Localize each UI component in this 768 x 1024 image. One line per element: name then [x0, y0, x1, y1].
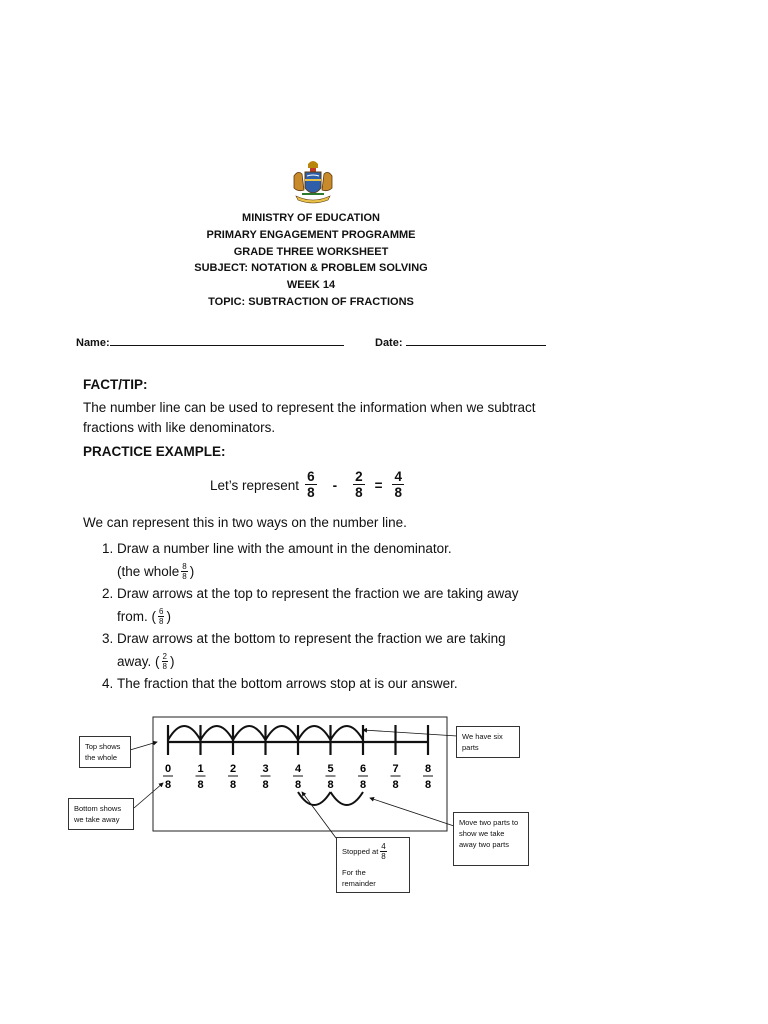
- step-fraction: [162, 652, 168, 671]
- fraction-6-8: [305, 470, 317, 500]
- header-week: WEEK 14: [286, 279, 336, 292]
- top-jump-arc: [201, 726, 234, 740]
- fraction-numerator: 4: [381, 842, 386, 851]
- step-continuation: [117, 651, 565, 674]
- name-label: Name:: [76, 337, 110, 349]
- step-fraction: [181, 562, 187, 581]
- tick-label-numerator: 6: [359, 763, 367, 775]
- tick-label: [391, 763, 401, 791]
- bottom-jump-arc: [331, 792, 364, 805]
- step-continuation-text: away. (: [117, 653, 160, 669]
- fraction-2-8: [353, 470, 365, 500]
- header-programme: PRIMARY ENGAGEMENT PROGRAMME: [206, 228, 416, 241]
- practice-equation: [210, 470, 410, 500]
- fraction-numerator: 2: [162, 652, 167, 662]
- fraction-numerator: 2: [355, 469, 363, 484]
- date-label: Date:: [375, 337, 403, 349]
- step-fraction: [158, 607, 164, 626]
- pointer-bottom-callout: [134, 783, 163, 808]
- fraction-numerator: 4: [394, 469, 402, 484]
- step-text: Draw a number line with the amount in the denominator.: [117, 541, 452, 556]
- callout-top-shows-whole: [79, 736, 131, 768]
- step-continuation-text: from. (: [117, 608, 156, 624]
- step-close-paren: ): [189, 563, 195, 579]
- header-grade: GRADE THREE WORKSHEET: [233, 245, 389, 258]
- step-continuation: [117, 561, 565, 584]
- practice-intro: We can represent this in two ways on the number line.: [83, 515, 407, 530]
- step-text: Draw arrows at the bottom to represent the fraction we are taking: [117, 631, 506, 646]
- top-jump-arc: [168, 726, 201, 740]
- callout-bottom-shows-take-away: [68, 798, 134, 830]
- tick-label-denominator: 8: [359, 779, 367, 791]
- coat-of-arms-logo: [288, 158, 338, 206]
- fraction-denominator: 8: [381, 852, 386, 861]
- name-row: [76, 335, 344, 349]
- fraction-denominator: 8: [307, 485, 315, 500]
- equation-lead: Let’s represent: [210, 477, 300, 493]
- step-item: [117, 538, 565, 583]
- tick-label-denominator: 8: [327, 779, 334, 791]
- callout-move-two-parts: [453, 812, 529, 866]
- tick-label: [293, 763, 303, 791]
- callout-bottom-text: Bottom shows we take away: [74, 804, 122, 824]
- fraction-denominator: 8: [355, 485, 363, 500]
- pointer-move-parts: [370, 798, 454, 826]
- fraction-numerator: 6: [159, 607, 164, 617]
- fraction-denominator: 8: [394, 485, 402, 500]
- tick-label-numerator: 4: [294, 763, 302, 775]
- callout-top-text: Top shows the whole: [85, 742, 121, 762]
- tick-label: [326, 763, 336, 791]
- steps-list: [85, 538, 565, 696]
- fraction-numerator: 6: [307, 469, 315, 484]
- tick-label-denominator: 8: [229, 779, 237, 791]
- step-item: [117, 628, 565, 673]
- date-row: [375, 335, 546, 349]
- top-jump-arc: [266, 726, 299, 740]
- step-item: [117, 673, 565, 696]
- header-ministry: MINISTRY OF EDUCATION: [242, 212, 380, 224]
- callout-six-text: We have six parts: [462, 732, 503, 752]
- tick-label-denominator: 8: [392, 779, 399, 791]
- header-topic: TOPIC: SUBTRACTION OF FRACTIONS: [208, 295, 414, 308]
- fact-text: The number line can be used to represent the information when we subtract fractions with like denominators.: [83, 400, 536, 435]
- tick-label-denominator: 8: [262, 779, 269, 791]
- tick-label: [261, 763, 271, 791]
- tick-label-denominator: 8: [294, 779, 302, 791]
- minus-sign: -: [332, 477, 338, 493]
- top-jump-arc: [298, 726, 331, 740]
- tick-label-numerator: 7: [392, 763, 399, 775]
- tick-label-denominator: 8: [164, 779, 172, 791]
- step-close-paren: ): [166, 608, 171, 624]
- fraction-4-8: [392, 470, 404, 500]
- tick-label-denominator: 8: [424, 779, 432, 791]
- tick-label-numerator: 2: [229, 763, 237, 775]
- step-text: Draw arrows at the top to represent the fraction we are taking away: [117, 586, 519, 601]
- callout-move-text: Move two parts to show we take away two parts: [459, 818, 519, 849]
- tick-label: [228, 763, 238, 791]
- callout-remainder-text: For the remainder: [342, 868, 376, 888]
- pointer-six-parts: [363, 730, 457, 736]
- top-jump-arc: [331, 726, 364, 740]
- fraction-denominator: 8: [162, 662, 167, 672]
- worksheet-header: [0, 210, 622, 311]
- equals-sign: =: [374, 477, 383, 493]
- callout-six-parts: [456, 726, 520, 758]
- fact-title: FACT/TIP:: [83, 377, 148, 392]
- header-subject: SUBJECT: NOTATION & PROBLEM SOLVING: [194, 262, 428, 275]
- step-item: [117, 583, 565, 628]
- tick-label-numerator: 0: [164, 763, 172, 775]
- top-jump-arc: [233, 726, 266, 740]
- tick-label-numerator: 1: [197, 763, 204, 775]
- tick-label: [358, 763, 368, 791]
- callout-stopped-line: [342, 842, 404, 861]
- step-close-paren: ): [169, 653, 175, 669]
- fraction-denominator: 8: [159, 617, 164, 627]
- practice-title: PRACTICE EXAMPLE:: [83, 444, 226, 459]
- tick-label: [163, 763, 173, 791]
- step-text: The fraction that the bottom arrows stop at is our answer.: [117, 676, 458, 691]
- date-field[interactable]: [406, 335, 546, 346]
- fraction-numerator: 8: [182, 562, 187, 572]
- tick-label: [423, 763, 433, 791]
- callout-stopped-text: Stopped at: [342, 847, 379, 856]
- fraction-denominator: 8: [182, 572, 187, 582]
- step-continuation-text: (the whole: [117, 563, 180, 579]
- tick-label-denominator: 8: [197, 779, 204, 791]
- tick-label-numerator: 8: [424, 763, 432, 775]
- tick-label-numerator: 5: [327, 763, 334, 775]
- bottom-jump-arc: [298, 792, 331, 805]
- name-field[interactable]: [110, 335, 344, 346]
- callout-stopped-fraction: [380, 842, 386, 861]
- step-continuation: [117, 606, 565, 629]
- tick-label-numerator: 3: [262, 763, 269, 775]
- callout-stopped-at: [336, 837, 410, 893]
- tick-label: [196, 763, 206, 791]
